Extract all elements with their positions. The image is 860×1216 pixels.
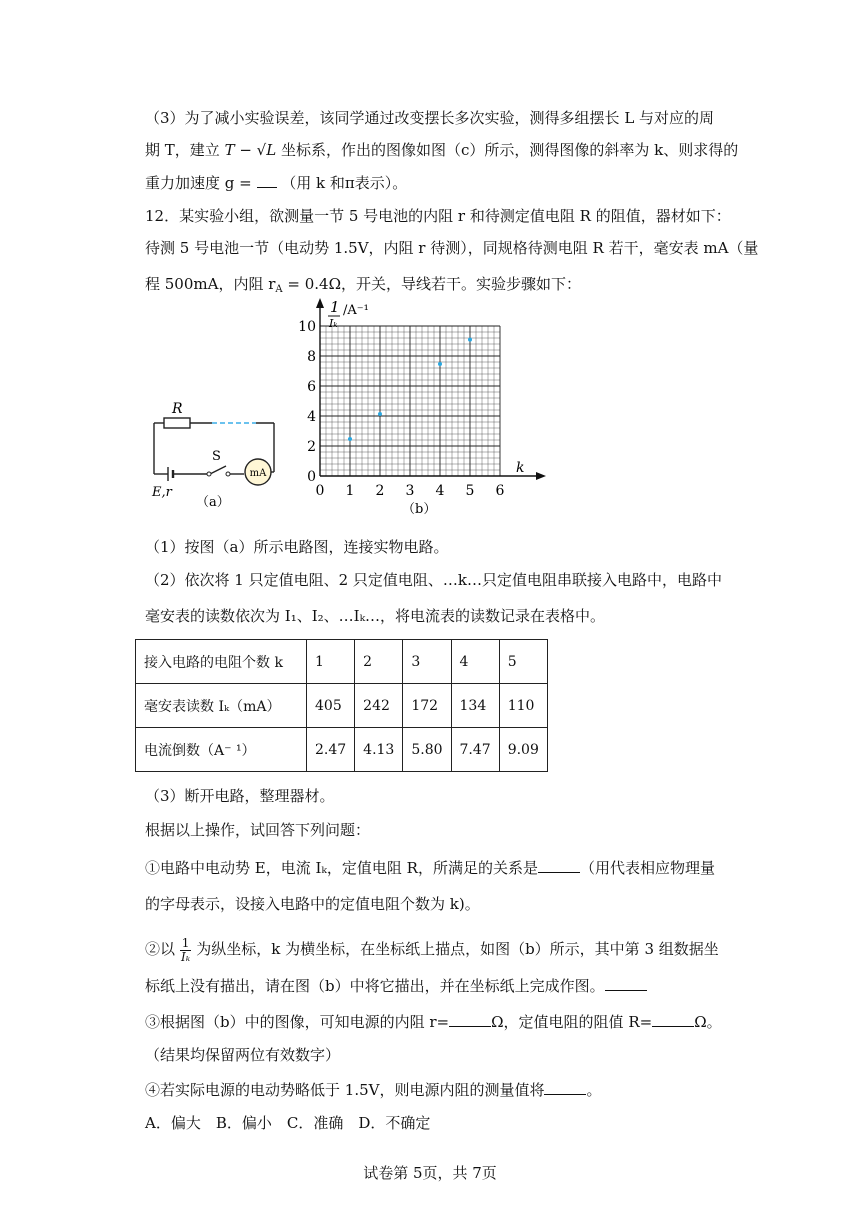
answer-blank-bias[interactable] bbox=[544, 1080, 586, 1095]
switch-blade bbox=[210, 466, 226, 474]
question-1-line2: 的字母表示，设接入电路中的定值电阻个数为 k)。 bbox=[145, 895, 480, 913]
chart-grid bbox=[320, 326, 500, 476]
table-cell: 7.47 bbox=[451, 728, 499, 772]
y-tick-label: 8 bbox=[307, 349, 316, 365]
y-tick-label: 6 bbox=[307, 379, 316, 395]
circuit-diagram bbox=[148, 398, 288, 508]
table-row bbox=[136, 640, 548, 684]
x-axis-arrow bbox=[536, 472, 546, 480]
question-1-note: （用代表相应物理量 bbox=[579, 859, 715, 877]
data-point bbox=[378, 412, 382, 416]
q11-part3-line2-b: 坐标系，作出的图像如图（c）所示，测得图像的斜率为 k、则求得的 bbox=[280, 141, 739, 159]
question-3-line2: （结果均保留两位有效数字） bbox=[145, 1046, 341, 1064]
data-point bbox=[468, 338, 472, 342]
q11-part3-line2-a: 期 T，建立 bbox=[145, 141, 220, 159]
question-4-text: ④若实际电源的电动势略低于 1.5V，则电源内阻的测量值将 bbox=[145, 1081, 545, 1099]
q12-materials-line1: 待测 5 号电池一节（电动势 1.5V，内阻 r 待测），同规格待测电阻 R 若干，毫安表 mA（量 bbox=[145, 239, 759, 257]
question-2-text-2: 标纸上没有描出，请在图（b）中将它描出，并在坐标纸上完成作图。 bbox=[145, 977, 605, 995]
chart-caption: （b） bbox=[402, 502, 437, 517]
ask-line: 根据以上操作，试回答下列问题： bbox=[145, 821, 371, 839]
step-1: （1）按图（a）所示电路图，连接实物电路。 bbox=[145, 538, 449, 556]
table-cell: 2 bbox=[355, 640, 403, 684]
question-4-end: 。 bbox=[586, 1081, 602, 1099]
table-cell: 172 bbox=[403, 684, 451, 728]
resistor-symbol bbox=[164, 418, 190, 428]
data-point bbox=[348, 437, 352, 441]
x-axis-label: k bbox=[516, 460, 525, 476]
question-2-line1 bbox=[145, 930, 719, 968]
y-axis-unit: /A⁻¹ bbox=[343, 303, 369, 318]
y-tick-label: 2 bbox=[307, 439, 316, 455]
table-cell: 2.47 bbox=[307, 728, 355, 772]
table-cell: 4.13 bbox=[355, 728, 403, 772]
question-1-line1 bbox=[145, 858, 715, 878]
table-cell: 9.09 bbox=[499, 728, 547, 772]
table-row bbox=[136, 684, 548, 728]
y-tick-label: 10 bbox=[298, 319, 316, 335]
table-row bbox=[136, 728, 548, 772]
q12-materials-sub: A bbox=[275, 284, 283, 295]
question-1-text: ①电路中电动势 E，电流 Iₖ，定值电阻 R，所满足的关系是 bbox=[145, 859, 538, 877]
table-cell: 405 bbox=[307, 684, 355, 728]
table-header-cell: 毫安表读数 Iₖ（mA） bbox=[136, 684, 307, 728]
question-3-line1 bbox=[145, 1012, 722, 1032]
y-axis-arrow bbox=[316, 298, 324, 308]
q12-materials-b: = 0.4Ω，开关，导线若干。实验步骤如下： bbox=[282, 275, 582, 293]
table-cell: 5.80 bbox=[403, 728, 451, 772]
x-tick-label: 2 bbox=[375, 483, 385, 499]
data-table bbox=[135, 639, 548, 772]
x-tick-label: 4 bbox=[435, 483, 445, 499]
step-2-line1: （2）依次将 1 只定值电阻、2 只定值电阻、…k…只定值电阻串联接入电路中，电路中 bbox=[145, 571, 723, 589]
question-4-options[interactable]: A．偏大 B．偏小 C．准确 D．不确定 bbox=[145, 1114, 431, 1132]
axis-expression: T − √L bbox=[224, 141, 277, 159]
chart-b bbox=[298, 290, 548, 520]
q12-title: 12．某实验小组，欲测量一节 5 号电池的内阻 r 和待测定值电阻 R 的阻值，器材如下： bbox=[145, 207, 731, 225]
switch-label: S bbox=[212, 449, 221, 464]
table-header-cell: 电流倒数（A⁻ ¹） bbox=[136, 728, 307, 772]
y-axis-label-numerator: 1 bbox=[330, 298, 340, 316]
x-tick-label: 0 bbox=[315, 483, 325, 499]
answer-blank-R[interactable] bbox=[652, 1012, 694, 1027]
y-tick-label: 4 bbox=[307, 409, 316, 425]
answer-blank-relation[interactable] bbox=[538, 858, 580, 873]
circuit-caption: （a） bbox=[196, 495, 230, 508]
answer-blank-plot[interactable] bbox=[605, 976, 647, 991]
battery-label: E,r bbox=[152, 485, 172, 500]
question-3-text-c: Ω。 bbox=[694, 1013, 722, 1031]
reciprocal-fraction bbox=[180, 937, 192, 964]
question-2-prefix: ②以 bbox=[145, 940, 176, 958]
x-tick-label: 6 bbox=[495, 483, 505, 499]
q11-gravity-note: （用 k 和π表示）。 bbox=[281, 174, 408, 192]
fraction-denominator: Iₖ bbox=[181, 949, 191, 964]
question-3-text: ③根据图（b）中的图像，可知电源的内阻 r= bbox=[145, 1013, 450, 1031]
table-cell: 1 bbox=[307, 640, 355, 684]
x-tick-label: 1 bbox=[345, 483, 355, 499]
meter-label: mA bbox=[249, 468, 267, 479]
q12-materials-a: 程 500mA，内阻 r bbox=[145, 275, 276, 293]
step-2-line2: 毫安表的读数依次为 I₁、I₂、…Iₖ…，将电流表的读数记录在表格中。 bbox=[145, 607, 606, 625]
data-point bbox=[438, 362, 442, 366]
switch-contact-right bbox=[226, 472, 230, 476]
x-tick-label: 3 bbox=[405, 483, 415, 499]
table-cell: 5 bbox=[499, 640, 547, 684]
q11-gravity-label: 重力加速度 g = bbox=[145, 174, 252, 192]
resistor-label: R bbox=[172, 401, 183, 417]
table-cell: 4 bbox=[451, 640, 499, 684]
table-cell: 110 bbox=[499, 684, 547, 728]
table-cell: 242 bbox=[355, 684, 403, 728]
chart-ticks bbox=[298, 319, 504, 499]
table-header-cell: 接入电路的电阻个数 k bbox=[136, 640, 307, 684]
table-cell: 134 bbox=[451, 684, 499, 728]
y-axis-label-den: Iₖ bbox=[329, 317, 338, 330]
table-cell: 3 bbox=[403, 640, 451, 684]
answer-blank-r[interactable] bbox=[449, 1012, 491, 1027]
q11-part3-line2 bbox=[145, 140, 738, 160]
step-3: （3）断开电路，整理器材。 bbox=[145, 787, 335, 805]
fraction-numerator: 1 bbox=[181, 935, 190, 950]
switch-contact-left bbox=[207, 472, 211, 476]
chart-axes bbox=[316, 298, 546, 480]
page-footer: 试卷第 5页，共 7页 bbox=[363, 1164, 497, 1182]
question-4-line1 bbox=[145, 1080, 601, 1100]
question-3-text-b: Ω，定值电阻的阻值 R= bbox=[491, 1013, 653, 1031]
answer-blank-g[interactable] bbox=[257, 173, 277, 188]
question-2-line2 bbox=[145, 976, 647, 996]
q11-part3-line1: （3）为了减小实验误差，该同学通过改变摆长多次实验，测得多组摆长 L 与对应的周 bbox=[145, 109, 715, 127]
y-tick-label: 0 bbox=[307, 469, 316, 485]
q11-part3-line3-text bbox=[145, 173, 407, 193]
x-tick-label: 5 bbox=[465, 483, 475, 499]
question-2-text: 为纵坐标，k 为横坐标，在坐标纸上描点，如图（b）所示，其中第 3 组数据坐 bbox=[196, 940, 719, 958]
